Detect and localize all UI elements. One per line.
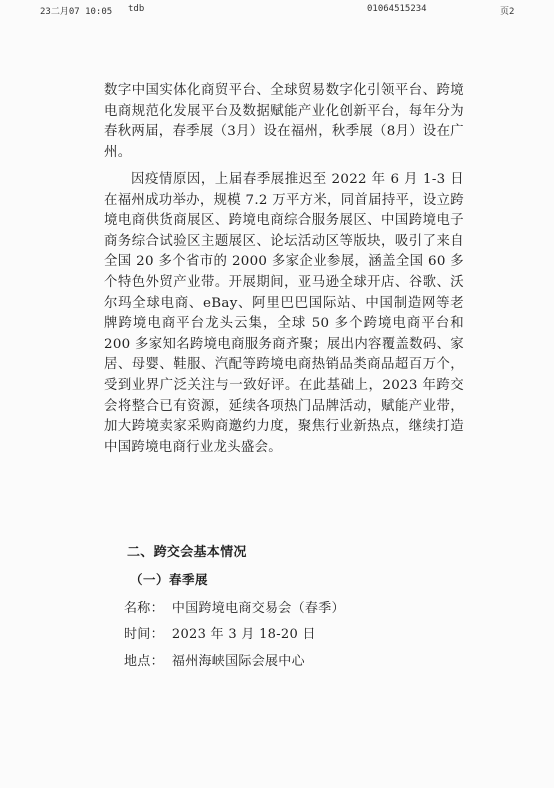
info-line-place xyxy=(124,650,305,669)
time-value: 2023 年 3 月 18-20 日 xyxy=(171,627,316,642)
sub-heading-spring-expo: （一）春季展 xyxy=(130,572,209,587)
place-value: 福州海峡国际会展中心 xyxy=(171,654,305,669)
fax-phone-number: 01064515234 xyxy=(367,4,427,14)
info-line-time xyxy=(124,623,316,642)
name-value: 中国跨境电商交易会（春季） xyxy=(171,601,345,616)
paragraph-previous-spring-expo: 因疫情原因，上届春季展推迟至 2022 年 6 月 1-3 日在福州成功举办，规模 7.2 万平方米，同首届持平，设立跨境电商供货商展区、跨境电商综合服务展区、中国跨境电子商务综合试验区主题展区、论坛活动区等版块，吸引了来自全国 20 多个省市的 2000 多家企业参展，涵盖全国 60 多个特色外贸产业带。开展期间，亚马逊全球开店、谷歌、沃尔玛全球电商、eBay、阿里巴巴国际站、中国制造网等老牌跨境电商平台龙头云集，全球 50 多个跨境电商平台和 200 多家知名跨境电商服务商齐聚；展出内容覆盖数码、家居、母婴、鞋服、汽配等跨境电商热销品类商品超百万个，受到业界广泛关注与一致好评。在此基础上，2023 年跨交会将整合已有资源，延续各项热门品牌活动，赋能产业带，加大跨境卖家采购商邀约力度，聚焦行业新热点，继续打造中国跨境电商行业龙头盛会。 xyxy=(104,172,464,455)
paragraph-intro-continued: 数字中国实体化商贸平台、全球贸易数字化引领平台、跨境电商规范化发展平台及数据赋能产业化创新平台，每年分为春秋两届，春季展（3月）设在福州，秋季展（8月）设在广州。 xyxy=(104,83,464,160)
fax-timestamp: 23二月07 10:05 xyxy=(40,7,113,17)
info-line-name xyxy=(124,597,345,616)
fax-sender-id: tdb xyxy=(128,4,145,14)
fax-header xyxy=(0,4,554,20)
section-heading-basic-info: 二、跨交会基本情况 xyxy=(127,545,247,560)
time-label: 时间： xyxy=(124,627,164,642)
name-label: 名称： xyxy=(124,601,164,616)
place-label: 地点： xyxy=(124,654,164,669)
fax-page-number: 页2 xyxy=(500,7,515,17)
